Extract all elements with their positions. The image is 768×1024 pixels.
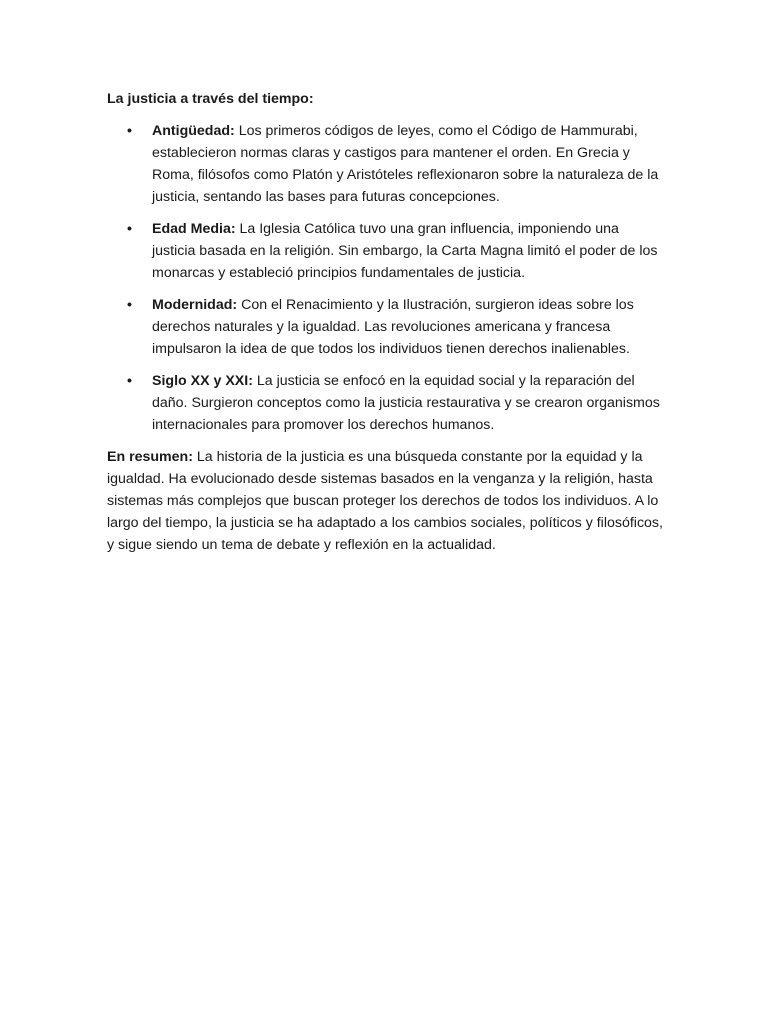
bullet-icon: • [127,297,132,313]
summary-text: La historia de la justicia es una búsqueda constante por la equidad y la igualdad. Ha evolucionado desde sistemas basados en la venganza y la religión, hasta sistemas más complejos que buscan proteger los derechos de todos los individuos. A lo largo del tiempo, la justicia se ha adaptado a los cambios sociales, políticos y filosóficos, y sigue siendo un tema de debate y reflexión en la actualidad. [107,449,663,553]
list-item-text: Los primeros códigos de leyes, como el Código de Hammurabi, establecieron normas claras y castigos para mantener el orden. En Grecia y Roma, filósofos como Platón y Aristóteles reflexionaron sobre la naturaleza de la justicia, sentando las bases para futuras concepciones. [152,123,659,205]
list-item-text: La justicia se enfocó en la equidad social y la reparación del daño. Surgieron conceptos como la justicia restaurativa y se crearon organismos internacionales para promover los derechos humanos. [152,373,660,433]
list-item-term: Antigüedad: [152,123,235,139]
timeline-list [107,120,663,436]
section-heading: La justicia a través del tiempo: [107,91,314,107]
bullet-icon: • [127,373,132,389]
summary-paragraph [107,446,663,556]
list-item-term: Modernidad: [152,297,238,313]
list-item-text: Con el Renacimiento y la Ilustración, surgieron ideas sobre los derechos naturales y la igualdad. Las revoluciones americana y francesa impulsaron la idea de que todos los individuos tienen derechos inalienables. [152,297,634,357]
list-item-antiguedad [107,120,663,208]
list-item-edad-media [107,218,663,284]
list-item-modernidad [107,294,663,360]
list-item-text: La Iglesia Católica tuvo una gran influencia, imponiendo una justicia basada en la religión. Sin embargo, la Carta Magna limitó el poder de los monarcas y estableció principios fundamentales de justicia. [152,221,658,281]
bullet-icon: • [127,221,132,237]
summary-term: En resumen: [107,449,193,465]
list-item-term: Siglo XX y XXI: [152,373,253,389]
bullet-icon: • [127,123,132,139]
list-item-siglo-xx-xxi [107,370,663,436]
document-page [107,88,663,556]
list-item-term: Edad Media: [152,221,236,237]
